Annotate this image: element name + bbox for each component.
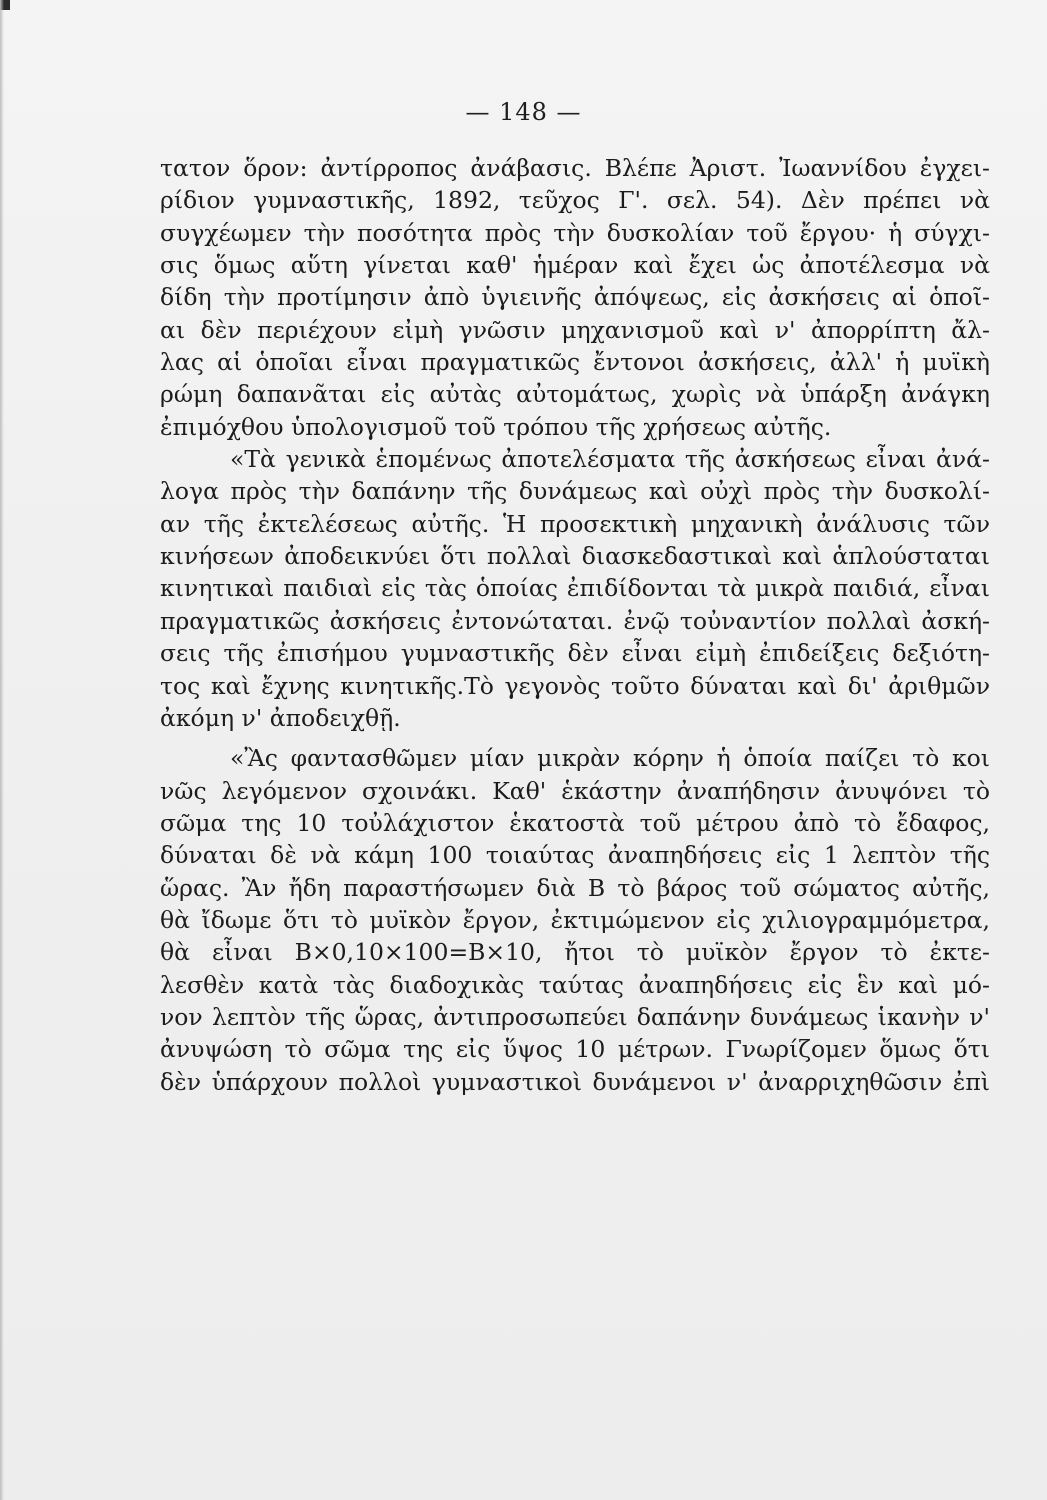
text-line: «Τὰ γενικὰ ἑπομένως ἀποτελέσματα τῆς ἀσκήσεως εἶναι ἀνά- [230,445,990,474]
text-line: δὲν ὑπάρχουν πολλοὶ γυμναστικοὶ δυνάμενοι ν' ἀναρριχηθῶσιν ἐπὶ [160,1067,990,1096]
text-line: συγχέωμεν τὴν ποσότητα πρὸς τὴν δυσκολίαν τοῦ ἔργου· ἡ σύγχι- [160,218,990,247]
text-line: τατον ὅρον: ἀντίρροπος ἀνάβασις. Βλέπε Ἀριστ. Ἰωαννίδου ἐγχει- [160,154,990,182]
text-line: θὰ ἴδωμε ὅτι τὸ μυϊκὸν ἔργον, ἐκτιμώμενον εἰς χιλιογραμμόμετρα, [160,905,990,934]
text-line: ἀνυψώση τὸ σῶμα της εἰς ὕψος 10 μέτρων. Γνωρίζομεν ὅμως ὅτι [160,1035,990,1064]
text-line: τος καὶ ἔχνης κινητικῆς.Τὸ γεγονὸς τοῦτο δύναται καὶ δι' ἀριθμῶν [160,671,990,700]
text-line: αν τῆς ἐκτελέσεως αὐτῆς. Ἡ προσεκτικὴ μηχανικὴ ἀνάλυσις τῶν [160,509,990,538]
text-line: σεις τῆς ἐπισήμου γυμναστικῆς δὲν εἶναι εἰμὴ ἐπιδείξεις δεξιότη- [160,639,990,668]
text-line: δίδη τὴν προτίμησιν ἀπὸ ὑγιεινῆς ἀπόψεως, εἰς ἀσκήσεις αἱ ὁποῖ- [160,283,990,312]
text-line: σῶμα της 10 τοὐλάχιστον ἑκατοστὰ τοῦ μέτρου ἀπὸ τὸ ἔδαφος, [160,808,990,837]
text-line: ρώμη δαπανᾶται εἰς αὐτὰς αὐτομάτως, χωρὶς νὰ ὑπάρξη ἀνάγκη [160,380,990,409]
text-line: δύναται δὲ νὰ κάμη 100 τοιαύτας ἀναπηδήσεις εἰς 1 λεπτὸν τῆς [160,841,990,870]
text-line: λογα πρὸς τὴν δαπάνην τῆς δυνάμεως καὶ οὐχὶ πρὸς τὴν δυσκολί- [160,477,990,506]
body-text [160,152,990,1098]
text-line: νῶς λεγόμενον σχοινάκι. Καθ' ἑκάστην ἀναπήδησιν ἀνυψόνει τὸ [160,776,990,805]
text-line: ἐπιμόχθου ὑπολογισμοῦ τοῦ τρόπου τῆς χρήσεως αὐτῆς. [160,412,832,441]
text-line: ἀκόμη ν' ἀποδειχθῇ. [160,703,401,732]
text-line: κινήσεων ἀποδεικνύει ὅτι πολλαὶ διασκεδαστικαὶ καὶ ἁπλούσταται [160,542,990,571]
text-line: νον λεπτὸν τῆς ὥρας, ἀντιπροσωπεύει δαπάνην δυνάμεως ἱκανὴν ν' [160,1002,990,1031]
text-line: κινητικαὶ παιδιαὶ εἰς τὰς ὁποίας ἐπιδίδονται τὰ μικρὰ παιδιά, εἶναι [160,574,990,603]
text-line: ὥρας. Ἂν ἤδη παραστήσωμεν διὰ Β τὸ βάρος τοῦ σώματος αὐτῆς, [160,873,990,902]
text-line: πραγματικῶς ἀσκήσεις ἐντονώταται. ἐνῷ τοὐναντίον πολλαὶ ἀσκή- [160,606,990,635]
text-line: θὰ εἶναι Β×0,10×100=Β×10, ἤτοι τὸ μυϊκὸν ἔργον τὸ ἐκτε- [160,938,990,967]
text-line: λεσθὲν κατὰ τὰς διαδοχικὰς ταύτας ἀναπηδήσεις εἰς ἓν καὶ μό- [160,970,990,999]
page-number: — 148 — [465,98,582,126]
text-line: λας αἱ ὁποῖαι εἶναι πραγματικῶς ἔντονοι ἀσκήσεις, ἀλλ' ἡ μυϊκὴ [160,348,990,377]
text-line: αι δὲν περιέχουν εἰμὴ γνῶσιν μηχανισμοῦ καὶ ν' ἀπορρίπτη ἄλ- [160,315,990,344]
text-line: ρίδιον γυμναστικῆς, 1892, τεῦχος Γ'. σελ. 54). Δὲν πρέπει νὰ [160,186,990,215]
text-line: σις ὅμως αὕτη γίνεται καθ' ἡμέραν καὶ ἔχει ὡς ἀποτέλεσμα νὰ [160,251,990,280]
page-edge-shadow [0,0,4,1500]
text-line: «Ἂς φαντασθῶμεν μίαν μικρὰν κόρην ἡ ὁποία παίζει τὸ κοι [230,744,990,773]
